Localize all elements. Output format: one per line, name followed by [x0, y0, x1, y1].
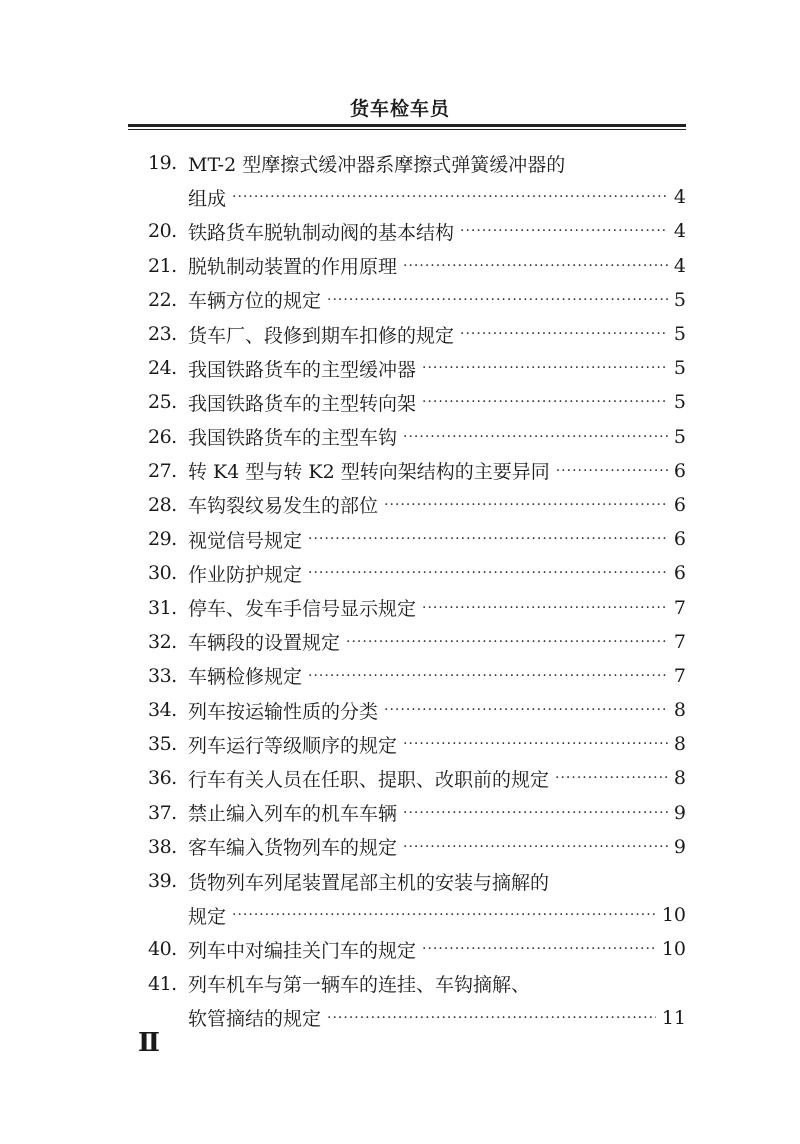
toc-leader-dots: [422, 361, 668, 375]
toc-entry-title: 转 K4 型与转 K2 型转向架结构的主要异同: [188, 461, 550, 484]
toc-entry-page: 4: [673, 186, 686, 209]
toc-entry-number: 20.: [148, 220, 177, 243]
toc-leader-dots: [555, 771, 668, 785]
toc-entry-page: 4: [673, 220, 686, 243]
toc-entry-number: 39.: [148, 870, 177, 893]
toc-entry-line: [148, 727, 686, 761]
toc-entry-page: 8: [673, 699, 686, 722]
toc-entry-page: 9: [673, 801, 686, 824]
toc-entry-number: 22.: [148, 288, 177, 311]
toc-entry-page: 6: [673, 459, 686, 482]
toc-entry-number: 23.: [148, 323, 177, 346]
toc-entry-line: [148, 317, 686, 351]
toc-entry-line: [148, 864, 686, 898]
toc-entry-title: 车钩裂纹易发生的部位: [188, 495, 379, 518]
header-rule-thick: [128, 124, 686, 127]
toc-entry-line: [148, 420, 686, 454]
toc-entry-line: [148, 249, 686, 283]
toc-entry-title: 车辆段的设置规定: [188, 632, 341, 655]
toc-entry-title: 列车机车与第一辆车的连挂、车钩摘解、: [188, 974, 531, 997]
toc-entry-title: 我国铁路货车的主型车钩: [188, 427, 398, 450]
toc-entry-line: [148, 522, 686, 556]
toc-entry-line: [148, 932, 686, 966]
toc-entry-title: 列车中对编挂关门车的规定: [188, 939, 417, 962]
toc-entry-number: 40.: [148, 938, 177, 961]
toc-entry-line: [148, 146, 686, 180]
toc-entry-page: 10: [661, 938, 686, 961]
table-of-contents: [148, 146, 686, 1035]
toc-leader-dots: [327, 293, 668, 307]
toc-entry-title: 客车编入货物列车的规定: [188, 837, 398, 860]
toc-entry-title: 规定: [188, 905, 227, 928]
toc-entry-line: [148, 454, 686, 488]
toc-entry-page: 8: [673, 733, 686, 756]
toc-entry-page: 5: [673, 323, 686, 346]
toc-leader-dots: [422, 601, 668, 615]
toc-entry-title: 停车、发车手信号显示规定: [188, 598, 417, 621]
toc-entry-line: [148, 556, 686, 590]
toc-entry-page: 11: [661, 1006, 686, 1029]
toc-entry-title: 列车运行等级顺序的规定: [188, 734, 398, 757]
toc-entry-line: [148, 283, 686, 317]
page-number-roman: Ⅱ: [138, 1028, 160, 1058]
toc-leader-dots: [403, 806, 668, 820]
toc-entry-title: 作业防护规定: [188, 563, 303, 586]
toc-entry-line: [148, 351, 686, 385]
toc-leader-dots: [232, 190, 668, 204]
toc-entry-page: 5: [673, 357, 686, 380]
toc-leader-dots: [403, 430, 668, 444]
toc-entry-line: [148, 693, 686, 727]
toc-entry-page: 7: [673, 630, 686, 653]
toc-entry-line: [148, 967, 686, 1001]
toc-entry-number: 21.: [148, 254, 177, 277]
toc-leader-dots: [403, 737, 668, 751]
toc-entry-title: 货车厂、段修到期车扣修的规定: [188, 324, 455, 347]
toc-entry-number: 32.: [148, 630, 177, 653]
toc-entry-number: 28.: [148, 493, 177, 516]
toc-entry-page: 5: [673, 288, 686, 311]
toc-entry-title: MT-2 型摩擦式缓冲器系摩擦式弹簧缓冲器的: [188, 153, 566, 176]
toc-leader-dots: [403, 840, 668, 854]
toc-entry-number: 38.: [148, 835, 177, 858]
toc-leader-dots: [308, 532, 668, 546]
toc-entry-page: 5: [673, 425, 686, 448]
toc-leader-dots: [403, 259, 668, 273]
toc-entry-title: 车辆检修规定: [188, 666, 303, 689]
toc-entry-title: 我国铁路货车的主型转向架: [188, 392, 417, 415]
toc-entry-page: 6: [673, 493, 686, 516]
toc-entry-line: [148, 488, 686, 522]
toc-leader-dots: [232, 908, 656, 922]
toc-entry-line: [148, 898, 686, 932]
toc-entry-number: 19.: [148, 152, 177, 175]
toc-entry-number: 26.: [148, 425, 177, 448]
toc-leader-dots: [308, 566, 668, 580]
toc-entry-number: 36.: [148, 767, 177, 790]
toc-entry-number: 34.: [148, 699, 177, 722]
toc-entry-number: 37.: [148, 801, 177, 824]
toc-entry-title: 禁止编入列车的机车车辆: [188, 803, 398, 826]
toc-entry-line: [148, 761, 686, 795]
toc-entry-number: 27.: [148, 459, 177, 482]
running-header-title: 货车检车员: [349, 98, 450, 120]
toc-leader-dots: [346, 635, 668, 649]
toc-entry-title: 我国铁路货车的主型缓冲器: [188, 358, 417, 381]
toc-leader-dots: [422, 942, 656, 956]
toc-entry-page: 6: [673, 528, 686, 551]
toc-entry-line: [148, 180, 686, 214]
toc-entry-number: 29.: [148, 528, 177, 551]
toc-leader-dots: [384, 703, 668, 717]
toc-entry-number: 31.: [148, 596, 177, 619]
toc-entry-line: [148, 385, 686, 419]
toc-entry-line: [148, 796, 686, 830]
toc-entry-title: 脱轨制动装置的作用原理: [188, 256, 398, 279]
toc-entry-line: [148, 830, 686, 864]
toc-leader-dots: [384, 498, 668, 512]
toc-entry-line: [148, 590, 686, 624]
toc-entry-number: 25.: [148, 391, 177, 414]
toc-entry-line: [148, 625, 686, 659]
toc-entry-page: 6: [673, 562, 686, 585]
toc-entry-title: 行车有关人员在任职、提职、改职前的规定: [188, 768, 550, 791]
header-rule-thin: [128, 129, 686, 130]
toc-leader-dots: [422, 395, 668, 409]
toc-entry-number: 35.: [148, 733, 177, 756]
toc-entry-page: 7: [673, 596, 686, 619]
toc-leader-dots: [308, 669, 668, 683]
toc-entry-line: [148, 214, 686, 248]
toc-entry-title: 软管摘结的规定: [188, 1008, 322, 1031]
toc-leader-dots: [327, 1011, 656, 1025]
toc-entry-number: 33.: [148, 664, 177, 687]
toc-entry-title: 货物列车列尾装置尾部主机的安装与摘解的: [188, 871, 550, 894]
toc-entry-page: 9: [673, 835, 686, 858]
toc-entry-title: 车辆方位的规定: [188, 290, 322, 313]
toc-entry-line: [148, 1001, 686, 1035]
toc-entry-page: 8: [673, 767, 686, 790]
toc-leader-dots: [460, 224, 668, 238]
toc-entry-page: 7: [673, 664, 686, 687]
toc-entry-page: 10: [661, 904, 686, 927]
toc-entry-page: 5: [673, 391, 686, 414]
toc-entry-title: 组成: [188, 187, 227, 210]
toc-leader-dots: [556, 464, 668, 478]
toc-leader-dots: [460, 327, 668, 341]
toc-entry-title: 铁路货车脱轨制动阀的基本结构: [188, 221, 455, 244]
toc-entry-page: 4: [673, 254, 686, 277]
toc-entry-number: 24.: [148, 357, 177, 380]
toc-entry-line: [148, 659, 686, 693]
toc-entry-number: 30.: [148, 562, 177, 585]
toc-entry-title: 列车按运输性质的分类: [188, 700, 379, 723]
toc-entry-title: 视觉信号规定: [188, 529, 303, 552]
toc-entry-number: 41.: [148, 972, 177, 995]
